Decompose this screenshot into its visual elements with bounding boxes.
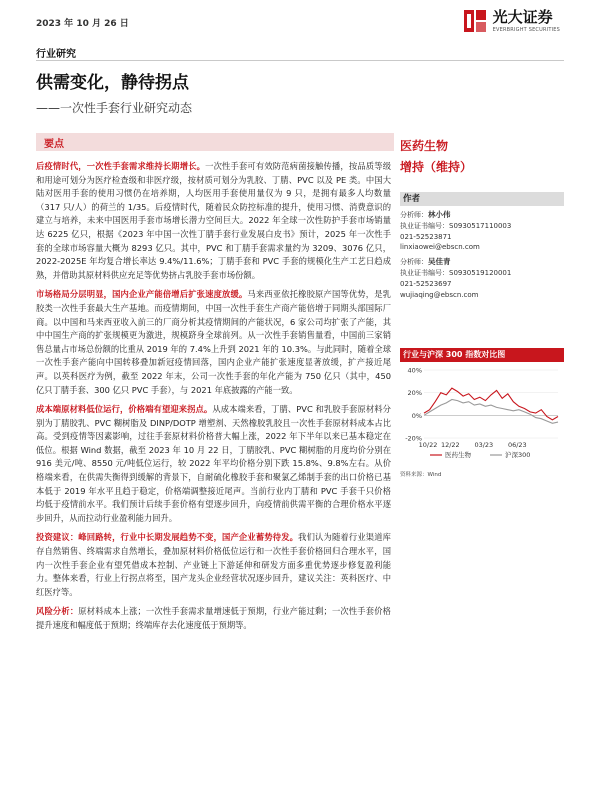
- paragraph-text: 我们认为随着行业渠道库存自然销售、终端需求自然增长，叠加原材料价格低位运行和一次性手套价格回归合理水平，国内一次性手套企业有望凭借成本控制、产业链上下游延伸和研发方面多重优势逐步修复盈利能力。整体来看，行业上行拐点将至，国产龙头企业经营状况逐步回升，建议关注：英科医疗、中红医疗等。: [36, 532, 391, 597]
- authors-panel: [400, 192, 564, 300]
- analyst-name: 吴佳青: [428, 257, 451, 267]
- paragraph-text: 从成本端来看，丁腈、PVC 和乳胶手套原材料分别为丁腈胶乳、PVC 糊树脂及 DINP/DOTP 增塑剂、天然橡胶乳胶且一次性手套原材料成本占比高。受到疫情等因素影响，过往手套原材料价格普大幅上涨，2022 年下半年以来已基本稳定在低位。根据 Wind 数据，截至 2023 年 10 月 22 日，丁腈胶乳、PVC 糊树脂的月度均价分别在 916 美元/吨、8550 元/吨低位运行，较 2022 年平均价格分别下跌 15.8%、9.8%左右。从价格端来看，在供需失衡得到缓解的背景下，自耐硫化橡胶手套和聚氯乙烯制手套的出口价格已基本低于 2019 年水平且趋于稳定，价格端调整接近尾声。当前行业内丁腈和 PVC 手套千只价格均低于疫情前水平。我们预计后续手套价格有望逐步回升，向疫情前供需平衡的合理价格水平逐步回升，从而拉动行业盈利能力回升。: [36, 404, 391, 523]
- analyst-cert: 执业证书编号：S0930519120001: [400, 268, 512, 277]
- chart-source: 资料来源：Wind: [400, 472, 442, 478]
- analyst-phone: 021-52523697: [400, 279, 452, 288]
- index-comparison-chart: [400, 348, 564, 478]
- paragraph-text: 原材料成本上涨；一次性手套需求量增速低于预期，行业产能过剩；一次性手套价格提升速度和幅度低于预期；终端库存去化速度低于预期等。: [36, 606, 391, 630]
- paragraph-risk: [36, 605, 391, 632]
- x-tick-label: 12/22: [440, 441, 460, 449]
- page-subtitle: ——一次性手套行业研究动态: [36, 101, 193, 115]
- x-tick-label: 10/22: [418, 441, 438, 449]
- paragraph-investment: [36, 531, 391, 599]
- y-tick-label: 0%: [411, 411, 422, 420]
- report-body: [36, 160, 391, 639]
- paragraph-market: [36, 288, 391, 397]
- analyst-card: [400, 257, 564, 300]
- logo-subtitle: EVERBRIGHT SECURITIES: [492, 26, 560, 33]
- legend-label: 医药生物: [445, 451, 471, 459]
- sidebar-rating: [400, 138, 564, 175]
- analyst-name: 林小伟: [428, 210, 451, 219]
- paragraph-lead: 后疫情时代，一次性手套需求维持长期增长。: [36, 161, 206, 171]
- x-tick-label: 06/23: [507, 441, 527, 449]
- paragraph-lead: 投资建议：峰回路转，行业中长期发展趋势不变，国产企业蓄势待发。: [36, 532, 299, 543]
- analyst-role: 分析师：: [400, 211, 428, 219]
- brand-logo: [462, 8, 560, 34]
- paragraph-text: 一次性手套可有效防范病菌接触传播，按品质等级和用途可划分为医疗检查级和非医疗级，按材质可划分为乳胶、丁腈、PVC 以及 PE 类。中国大陆对医用手套的使用习惯仍在培养期，人均医用手套使用量仅为 9 只，是拥有最多人均数量（317 只/人）的荷兰的 1/35。后疫情时代，随着民众防控标准的提升，使用习惯、消费意识的建立与培养，未来中国医用手套市场增长潜力空间巨大。2022 年全球一次性防护手套市场销量达 6225 亿只，根据《2023 年中国一次性丁腈手套行业发展白皮书》预计，2025 年一次性手套的全球市场容量大概为 8293 亿只。其中，PVC 和丁腈手套需求量约为 3209、3076 亿只，2022-2025E 年均复合增长率达 9.4%/11.6%；丁腈手套和 PVC 手套的规模化生产工艺日趋成熟，并借助其原材料供应充足等优势挤占乳胶手套市场份额。: [36, 161, 391, 280]
- paragraph-lead: 市场格局分层明显，国内企业产能倍增后扩张速度放缓。: [36, 289, 248, 300]
- paragraph-demand: [36, 160, 391, 282]
- paragraph-lead: 风险分析：: [36, 606, 79, 617]
- summary-band: [36, 133, 394, 151]
- analyst-role: 分析师：: [400, 258, 428, 267]
- paragraph-cost: [36, 403, 391, 525]
- paragraph-lead: 成本端原材料低位运行，价格端有望迎来拐点。: [36, 404, 213, 415]
- report-category: 行业研究: [36, 49, 76, 60]
- chart-title: 行业与沪深 300 指数对比图: [400, 348, 564, 362]
- logo-name: 光大证券: [492, 7, 553, 26]
- header-divider: [36, 60, 564, 61]
- chart-svg: [400, 362, 564, 464]
- x-tick-label: 03/23: [474, 441, 494, 449]
- rating-badge: 增持（维持）: [400, 160, 473, 174]
- paragraph-text: 马来西亚依托橡胶原产国等优势，是乳胶类一次性手套最大生产基地。而疫情期间，中国一次性手套生产商产能倍增于同期头部国际厂商。以中国和马来西亚收入前三的厂商分析其疫情期间的产能状况，6 家公司均扩张了产能，其中中国生产商的扩张规模更为激进，规模跻身全球前列。从一次性手套销售量看，中国前三家销售总量占市场总份额的比重从 2019 年的 7.4%上升到 2021 年的 10.3%。与此同时，随着全球一次性手套产能向中国转移叠加新冠疫情回落，国内企业产能扩张速度显著放缓，扩产接近尾声。以英科医疗为例，截至 2022 年末，公司一次性手套的年化产能为 750 亿只（其中，450 亿只丁腈手套、300 亿只 PVC 手套），与 2021 年底披露的产能一致。: [36, 289, 391, 395]
- summary-label: 要点: [44, 139, 64, 150]
- analyst-card: [400, 210, 564, 253]
- report-date: 2023 年 10 月 26 日: [36, 19, 129, 29]
- page-title: 供需变化，静待拐点: [36, 73, 189, 93]
- everbright-logo-icon: [462, 8, 488, 34]
- y-tick-label: 40%: [407, 366, 422, 375]
- analyst-email[interactable]: wujiaqing@ebscn.com: [400, 290, 479, 299]
- analyst-cert: 执业证书编号：S0930517110003: [400, 221, 512, 230]
- industry-name: 医药生物: [400, 139, 449, 153]
- legend-label: 沪深300: [505, 451, 531, 459]
- y-tick-label: 20%: [407, 389, 422, 398]
- y-tick-label: -20%: [405, 434, 422, 443]
- analyst-phone: 021-52523871: [400, 232, 452, 241]
- authors-heading: 作者: [400, 192, 564, 206]
- analyst-email[interactable]: linxiaowei@ebscn.com: [400, 243, 480, 252]
